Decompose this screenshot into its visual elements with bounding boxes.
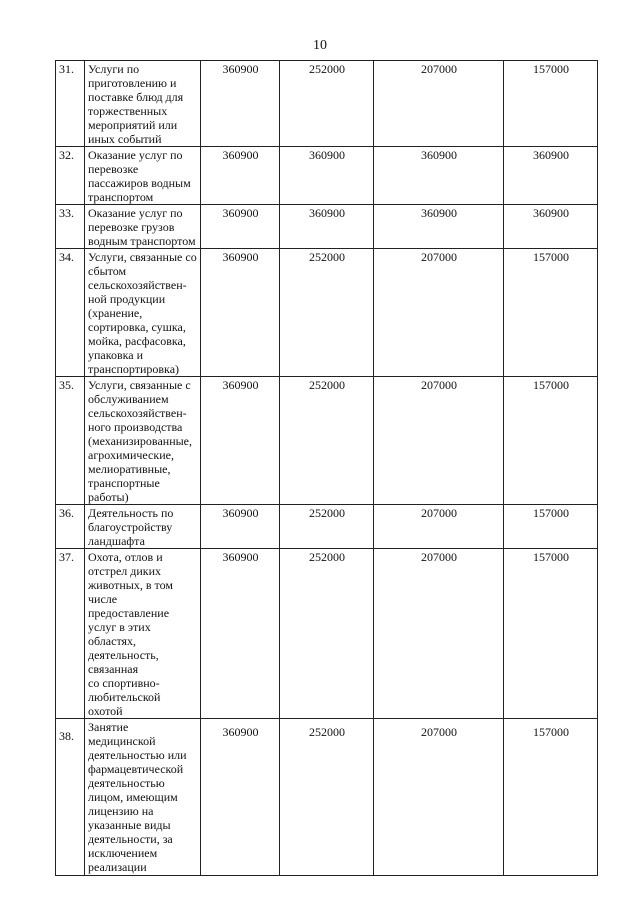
row-number: 31. xyxy=(56,61,85,147)
activity-name: Оказание услуг по перевозке грузов водным транспортом xyxy=(85,205,201,249)
value-col-3: 207000 xyxy=(374,549,504,719)
row-number: 35. xyxy=(56,377,85,505)
value-col-4: 360900 xyxy=(504,147,598,205)
table-row xyxy=(56,147,598,205)
table-row xyxy=(56,377,598,505)
table-row xyxy=(56,249,598,377)
value-col-2: 252000 xyxy=(280,719,374,876)
table-row xyxy=(56,205,598,249)
table-row xyxy=(56,719,598,876)
value-col-1: 360900 xyxy=(201,719,280,876)
value-col-2: 252000 xyxy=(280,377,374,505)
value-col-3: 207000 xyxy=(374,505,504,549)
page-number: 10 xyxy=(313,38,327,53)
activity-name: Охота, отлов и отстрел диких животных, в том числе предоставление услуг в этих областях, деятельность, связанная со спортивно- любительской охотой xyxy=(85,549,201,719)
value-col-2: 360900 xyxy=(280,205,374,249)
row-number: 34. xyxy=(56,249,85,377)
table-row xyxy=(56,505,598,549)
value-col-2: 252000 xyxy=(280,549,374,719)
value-col-4: 157000 xyxy=(504,377,598,505)
value-col-4: 157000 xyxy=(504,505,598,549)
table-row xyxy=(56,549,598,719)
value-col-3: 360900 xyxy=(374,205,504,249)
value-col-4: 157000 xyxy=(504,61,598,147)
tariff-table xyxy=(55,60,598,876)
value-col-3: 207000 xyxy=(374,719,504,876)
value-col-1: 360900 xyxy=(201,205,280,249)
value-col-1: 360900 xyxy=(201,505,280,549)
value-col-2: 360900 xyxy=(280,147,374,205)
value-col-3: 207000 xyxy=(374,61,504,147)
value-col-1: 360900 xyxy=(201,147,280,205)
row-number: 38. xyxy=(56,719,85,876)
value-col-3: 207000 xyxy=(374,249,504,377)
activity-name: Деятельность по благоустройству ландшафта xyxy=(85,505,201,549)
row-number: 32. xyxy=(56,147,85,205)
value-col-1: 360900 xyxy=(201,249,280,377)
value-col-3: 360900 xyxy=(374,147,504,205)
value-col-1: 360900 xyxy=(201,377,280,505)
value-col-1: 360900 xyxy=(201,61,280,147)
value-col-2: 252000 xyxy=(280,505,374,549)
value-col-4: 157000 xyxy=(504,549,598,719)
value-col-2: 252000 xyxy=(280,249,374,377)
value-col-3: 207000 xyxy=(374,377,504,505)
activity-name: Оказание услуг по перевозке пассажиров водным транспортом xyxy=(85,147,201,205)
activity-name: Занятие медицинской деятельностью или фармацевтической деятельностью лицом, имеющим лицензию на указанные виды деятельности, за исключением реализации xyxy=(85,719,201,876)
row-number: 33. xyxy=(56,205,85,249)
row-number: 37. xyxy=(56,549,85,719)
row-number: 36. xyxy=(56,505,85,549)
table-row xyxy=(56,61,598,147)
value-col-1: 360900 xyxy=(201,549,280,719)
value-col-4: 157000 xyxy=(504,249,598,377)
activity-name: Услуги, связанные со сбытом сельскохозяйствен- ной продукции (хранение, сортировка, сушка, мойка, расфасовка, упаковка и транспортировка) xyxy=(85,249,201,377)
value-col-4: 360900 xyxy=(504,205,598,249)
activity-name: Услуги, связанные с обслуживанием сельскохозяйствен- ного производства (механизированные, агрохимические, мелиоративные, транспортные работы) xyxy=(85,377,201,505)
activity-name: Услуги по приготовлению и поставке блюд для торжественных мероприятий или иных событий xyxy=(85,61,201,147)
value-col-4: 157000 xyxy=(504,719,598,876)
value-col-2: 252000 xyxy=(280,61,374,147)
